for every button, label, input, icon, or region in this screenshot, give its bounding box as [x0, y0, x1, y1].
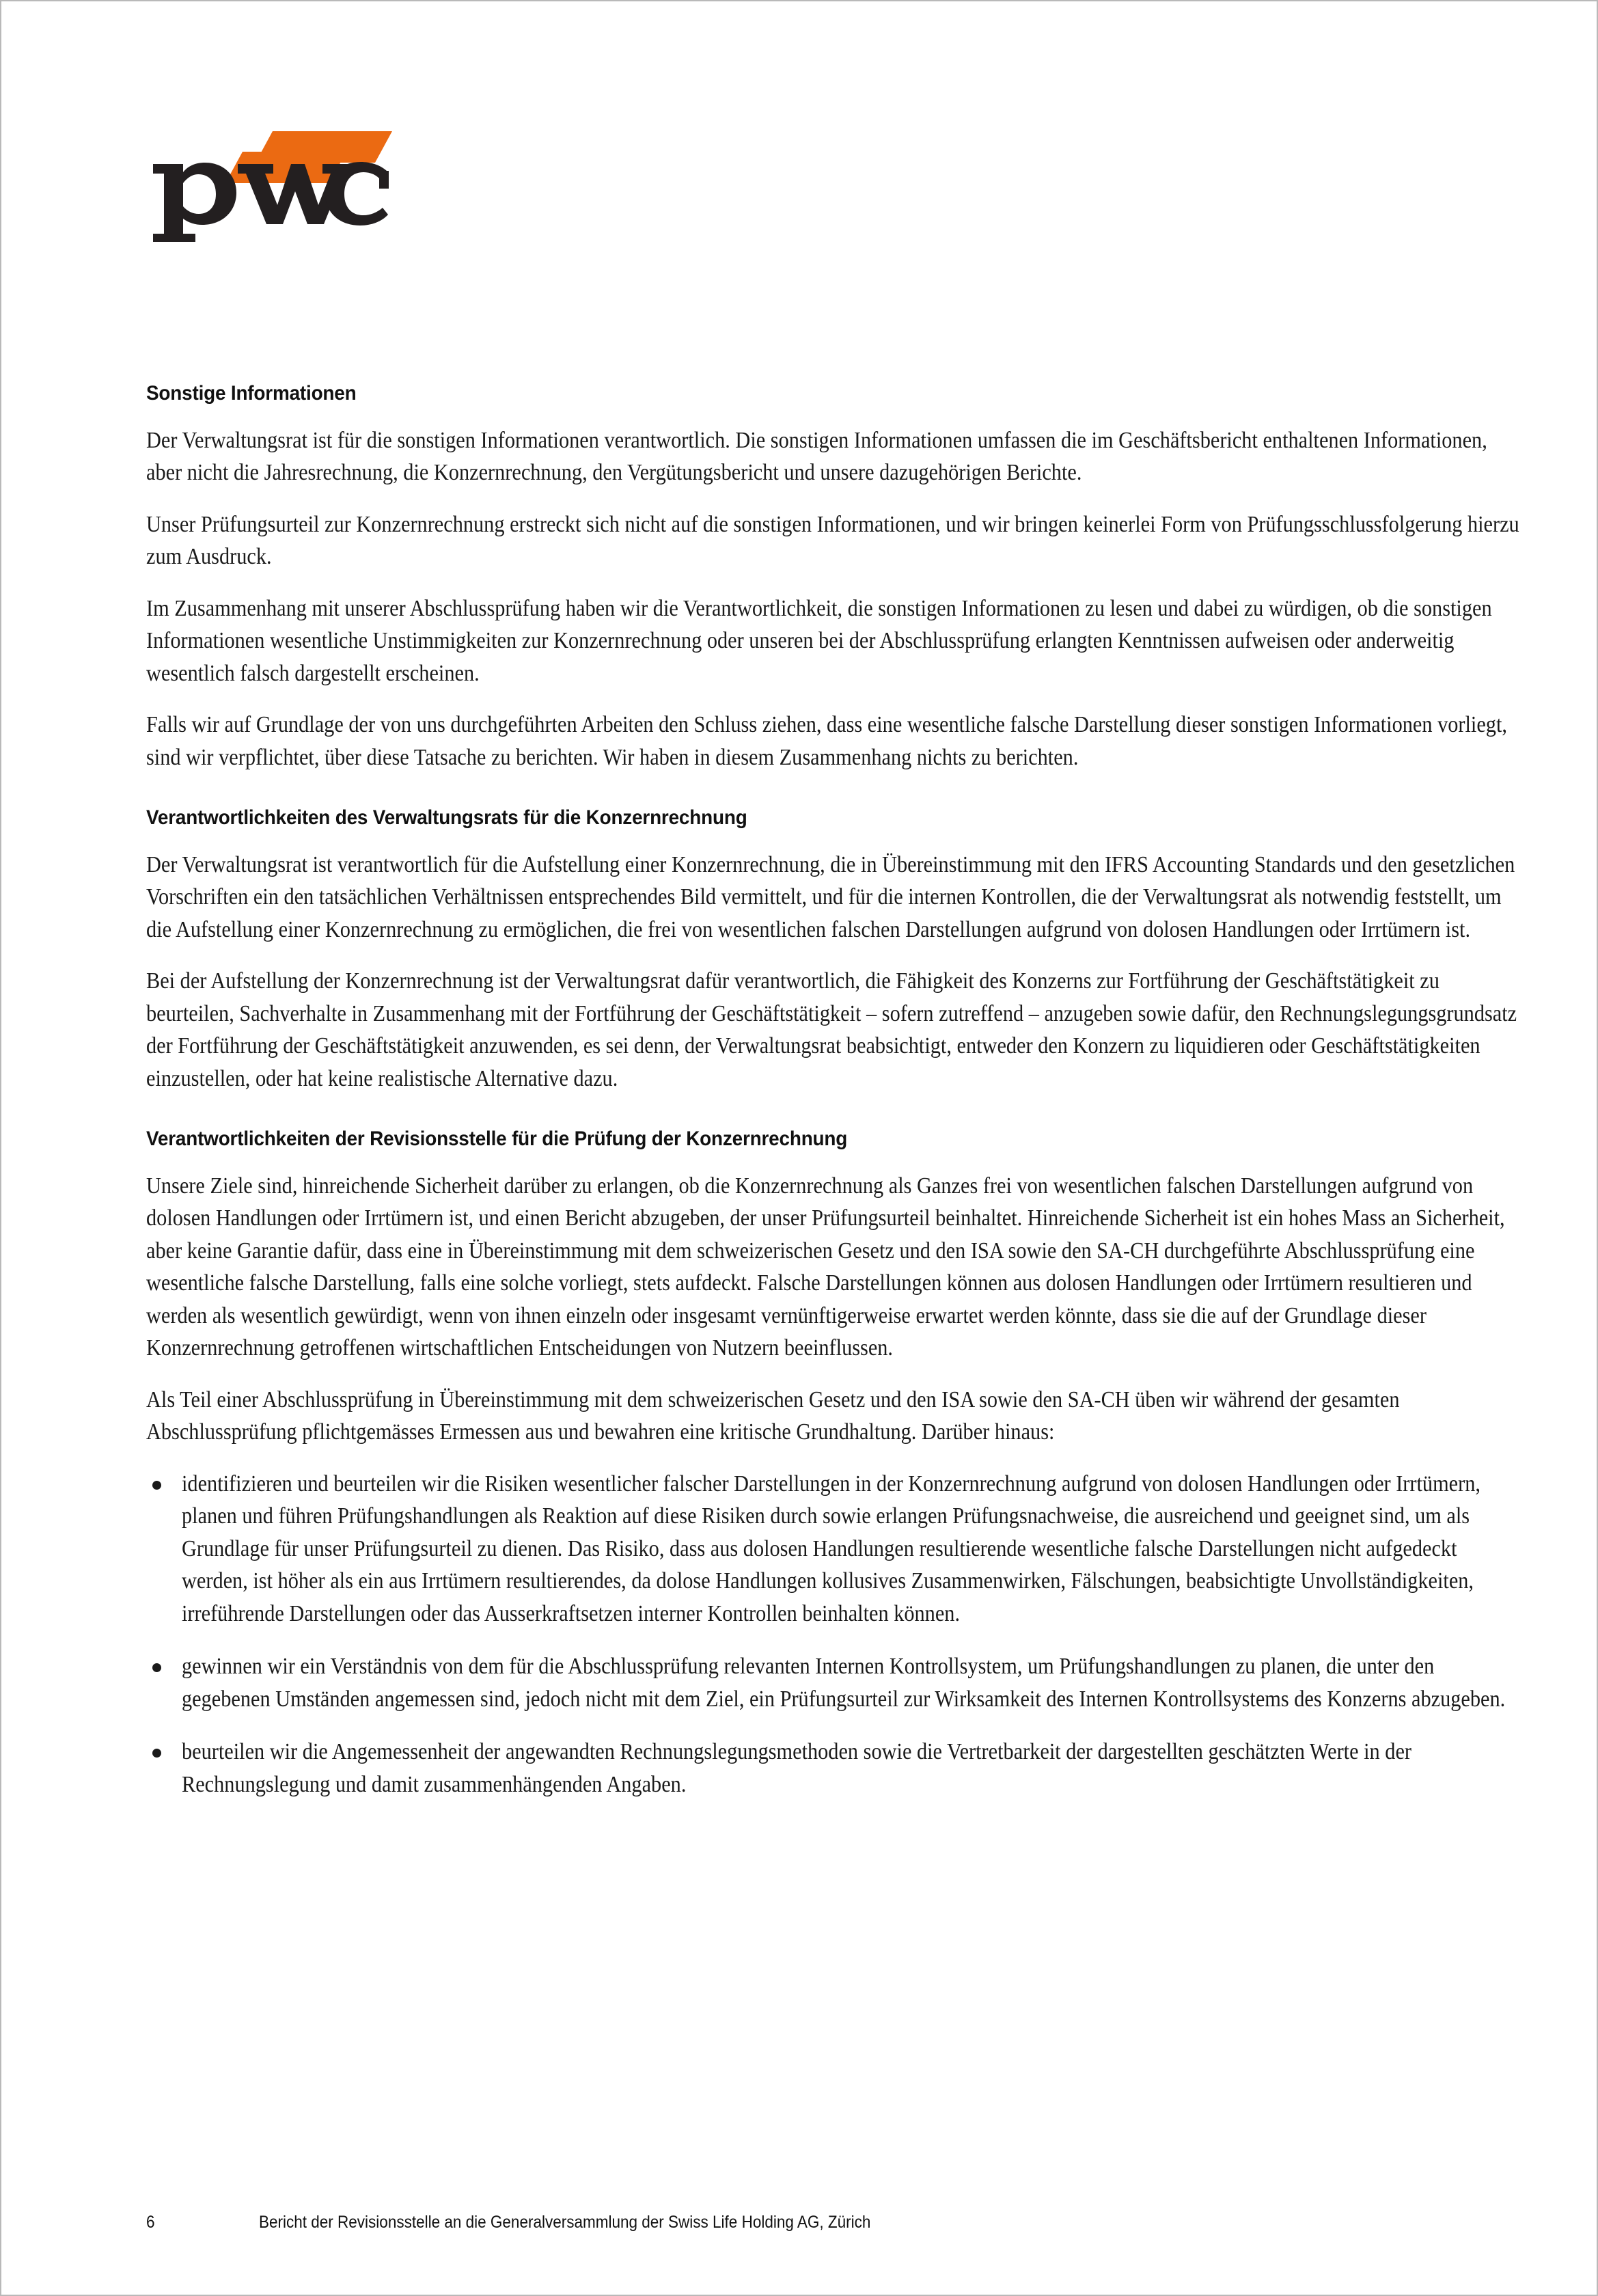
footer-title: Bericht der Revisionsstelle an die Generalversammlung der Swiss Life Holding AG, Zürich	[259, 2213, 871, 2232]
list-item	[146, 1650, 1526, 1715]
paragraph: Unsere Ziele sind, hinreichende Sicherheit darüber zu erlangen, ob die Konzernrechnung als Ganzes frei von wesentlichen falschen Darstellungen aufgrund von dolosen Handlungen oder Irrtümern ist, und einen Bericht abzugeben, der unser Prüfungsurteil beinhaltet. Hinreichende Sicherheit ist ein hohes Mass an Sicherheit, aber keine Garantie dafür, dass eine in Übereinstimmung mit dem schweizerischen Gesetz und den ISA sowie den SA-CH durchgeführte Abschlussprüfung eine wesentliche falsche Darstellung, falls eine solche vorliegt, stets aufdeckt. Falsche Darstellungen können aus dolosen Handlungen oder Irrtümern resultieren und werden als wesentlich gewürdigt, wenn von ihnen einzeln oder insgesamt vernünftigerweise erwartet werden könnte, dass sie die auf der Grundlage dieser Konzernrechnung getroffenen wirtschaftlichen Entscheidungen von Nutzern beeinflussen.	[146, 1173, 1505, 1361]
paragraph: Falls wir auf Grundlage der von uns durchgeführten Arbeiten den Schluss ziehen, dass eine wesentliche falsche Darstellung dieser sonstigen Informationen vorliegt, sind wir verpflichtet, über diese Tatsache zu berichten. Wir haben in diesem Zusammenhang nichts zu berichten.	[146, 712, 1507, 770]
paragraph: Unser Prüfungsurteil zur Konzernrechnung erstreckt sich nicht auf die sonstigen Informationen, und wir bringen keinerlei Form von Prüfungsschlussfolgerung hierzu zum Ausdruck.	[146, 511, 1519, 569]
heading-verantwortlichkeiten-verwaltungsrat: Verantwortlichkeiten des Verwaltungsrats für die Konzernrechnung	[146, 806, 747, 829]
paragraph: Im Zusammenhang mit unserer Abschlussprüfung haben wir die Verantwortlichkeit, die sonstigen Informationen zu lesen und dabei zu würdigen, ob die sonstigen Informationen wesentliche Unstimmigkeiten zur Konzernrechnung oder unseren bei der Abschlussprüfung erlangten Kenntnissen aufweisen oder anderweitig wesentlich falsch dargestellt erscheinen.	[146, 595, 1492, 686]
paragraph: Der Verwaltungsrat ist für die sonstigen Informationen verantwortlich. Die sonstigen Informationen umfassen die im Geschäftsbericht enthaltenen Informationen, aber nicht die Jahresrechnung, die Konzernrechnung, den Vergütungsbericht und unsere dazugehörigen Berichte.	[146, 427, 1487, 485]
audit-procedures-list	[146, 1468, 1526, 1801]
list-item	[146, 1468, 1526, 1630]
list-item-text: gewinnen wir ein Verständnis von dem für die Abschlussprüfung relevanten Internen Kontrollsystem, um Prüfungshandlungen zu planen, die unter den gegebenen Umständen angemessen sind, jedoch nicht mit dem Ziel, ein Prüfungsurteil zur Wirksamkeit des Internen Kontrollsystems des Konzerns abzugeben.	[182, 1654, 1506, 1712]
document-body	[146, 381, 1526, 1801]
footer-page-number: 6	[146, 2213, 155, 2232]
list-item	[146, 1736, 1526, 1801]
bullet-dot-icon	[152, 1663, 161, 1672]
paragraph: Bei der Aufstellung der Konzernrechnung ist der Verwaltungsrat dafür verantwortlich, die Fähigkeit des Konzerns zur Fortführung der Geschäftstätigkeit zu beurteilen, Sachverhalte in Zusammenhang mit der Fortführung der Geschäftstätigkeit – sofern zutreffend – anzugeben sowie dafür, den Rechnungslegungsgrundsatz der Fortführung der Geschäftstätigkeit anzuwenden, es sei denn, der Verwaltungsrat beabsichtigt, entweder den Konzern zu liquidieren oder Geschäftstätigkeiten einzustellen, oder hat keine realistische Alternative dazu.	[146, 968, 1517, 1091]
paragraph: Der Verwaltungsrat ist verantwortlich für die Aufstellung einer Konzernrechnung, die in Übereinstimmung mit den IFRS Accounting Standards und den gesetzlichen Vorschriften ein den tatsächlichen Verhältnissen entsprechendes Bild vermittelt, und für die internen Kontrollen, die der Verwaltungsrat als notwendig feststellt, um die Aufstellung einer Konzernrechnung zu ermöglichen, die frei von wesentlichen falschen Darstellungen aufgrund von dolosen Handlungen oder Irrtümern ist.	[146, 851, 1515, 942]
pwc-logo	[146, 97, 392, 247]
bullet-dot-icon	[152, 1749, 161, 1758]
paragraph: Als Teil einer Abschlussprüfung in Übereinstimmung mit dem schweizerischen Gesetz und den ISA sowie den SA-CH üben wir während der gesamten Abschlussprüfung pflichtgemässes Ermessen aus und bewahren eine kritische Grundhaltung. Darüber hinaus:	[146, 1386, 1400, 1445]
page-footer	[146, 2213, 1526, 2232]
list-item-text: identifizieren und beurteilen wir die Risiken wesentlicher falscher Darstellungen in der Konzernrechnung aufgrund von dolosen Handlungen oder Irrtümern, planen und führen Prüfungshandlungen als Reaktion auf diese Risiken durch sowie erlangen Prüfungsnachweise, die ausreichend und geeignet sind, um als Grundlage für unser Prüfungsurteil zu dienen. Das Risiko, dass aus dolosen Handlungen resultierende wesentliche falsche Darstellungen nicht aufgedeckt werden, ist höher als ein aus Irrtümern resultierendes, da dolose Handlungen kollusives Zusammenwirken, Fälschungen, beabsichtigte Unvollständigkeiten, irreführende Darstellungen oder das Ausserkraftsetzen interner Kontrollen beinhalten können.	[182, 1471, 1480, 1626]
heading-sonstige-informationen: Sonstige Informationen	[146, 382, 357, 405]
heading-verantwortlichkeiten-revisionsstelle: Verantwortlichkeiten der Revisionsstelle für die Prüfung der Konzernrechnung	[146, 1128, 848, 1150]
pwc-logo-icon	[146, 97, 392, 247]
list-item-text: beurteilen wir die Angemessenheit der angewandten Rechnungslegungsmethoden sowie die Vertretbarkeit der dargestellten geschätzten Werte in der Rechnungslegung und damit zusammenhängenden Angaben.	[182, 1739, 1412, 1797]
bullet-dot-icon	[152, 1481, 161, 1490]
